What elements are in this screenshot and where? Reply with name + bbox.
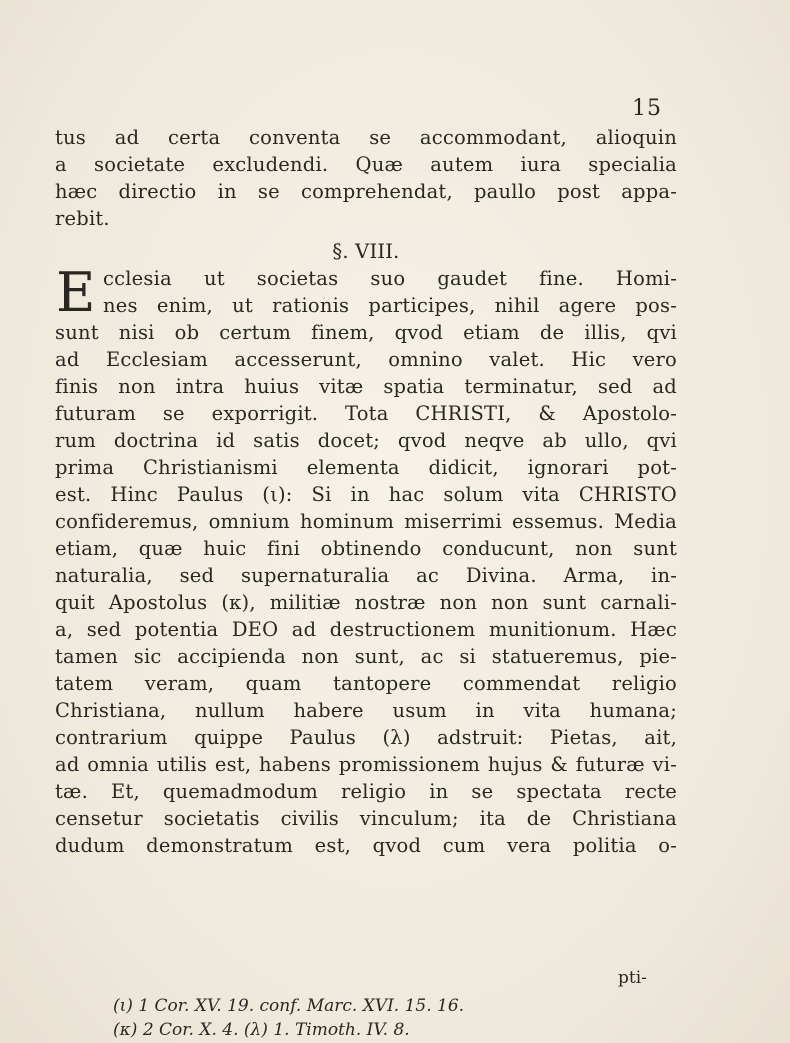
catchword: pti- (618, 968, 647, 988)
text-line: tatem veram, quam tantopere commendat religio (55, 672, 677, 695)
text-line: cclesia ut societas suo gaudet fine. Homi- (103, 267, 677, 290)
text-line: nes enim, ut rationis participes, nihil agere pos- (103, 294, 677, 317)
text-line: a societate excludendi. Quæ autem iura specialia (55, 153, 677, 176)
text-line: ad Ecclesiam accesserunt, omnino valet. Hic vero (55, 348, 677, 371)
drop-cap: E (56, 261, 96, 324)
footnote: (ι) 1 Cor. XV. 19. conf. Marc. XVI. 15. 16. (113, 996, 465, 1016)
text-line: confideremus, omnium hominum miserrimi essemus. Media (55, 510, 677, 533)
text-line: etiam, quæ huic fini obtinendo conducunt, non sunt (55, 537, 677, 560)
text-line: ad omnia utilis est, habens promissionem hujus & futuræ vi- (55, 753, 677, 776)
text-line: futuram se exporrigit. Tota CHRISTI, & Apostolo- (55, 402, 677, 425)
text-line: dudum demonstratum est, qvod cum vera politia o- (55, 834, 677, 857)
text-line: tamen sic accipienda non sunt, ac si statueremus, pie- (55, 645, 677, 668)
page-number: 15 (632, 96, 662, 121)
footnote: (κ) 2 Cor. X. 4. (λ) 1. Timoth. IV. 8. (113, 1020, 410, 1040)
text-line: a, sed potentia DEO ad destructionem munitionum. Hæc (55, 618, 677, 641)
text-line: naturalia, sed supernaturalia ac Divina. Arma, in- (55, 564, 677, 587)
text-line: contrarium quippe Paulus (λ) adstruit: Pietas, ait, (55, 726, 677, 749)
text-line: est. Hinc Paulus (ι): Si in hac solum vita CHRISTO (55, 483, 677, 506)
section-heading: §. VIII. (332, 240, 400, 263)
text-line: prima Christianismi elementa didicit, ignorari pot- (55, 456, 677, 479)
text-line: tæ. Et, quemadmodum religio in se spectata recte (55, 780, 677, 803)
text-line: rebit. (55, 207, 110, 230)
text-line: rum doctrina id satis docet; qvod neqve ab ullo, qvi (55, 429, 677, 452)
text-line: tus ad certa conventa se accommodant, alioquin (55, 126, 677, 149)
text-line: censetur societatis civilis vinculum; ita de Christiana (55, 807, 677, 830)
text-line: Christiana, nullum habere usum in vita humana; (55, 699, 677, 722)
text-line: finis non intra huius vitæ spatia terminatur, sed ad (55, 375, 677, 398)
text-line: quit Apostolus (κ), militiæ nostræ non non sunt carnali- (55, 591, 677, 614)
text-line: sunt nisi ob certum finem, qvod etiam de illis, qvi (55, 321, 677, 344)
text-line: hæc directio in se comprehendat, paullo post appa- (55, 180, 677, 203)
